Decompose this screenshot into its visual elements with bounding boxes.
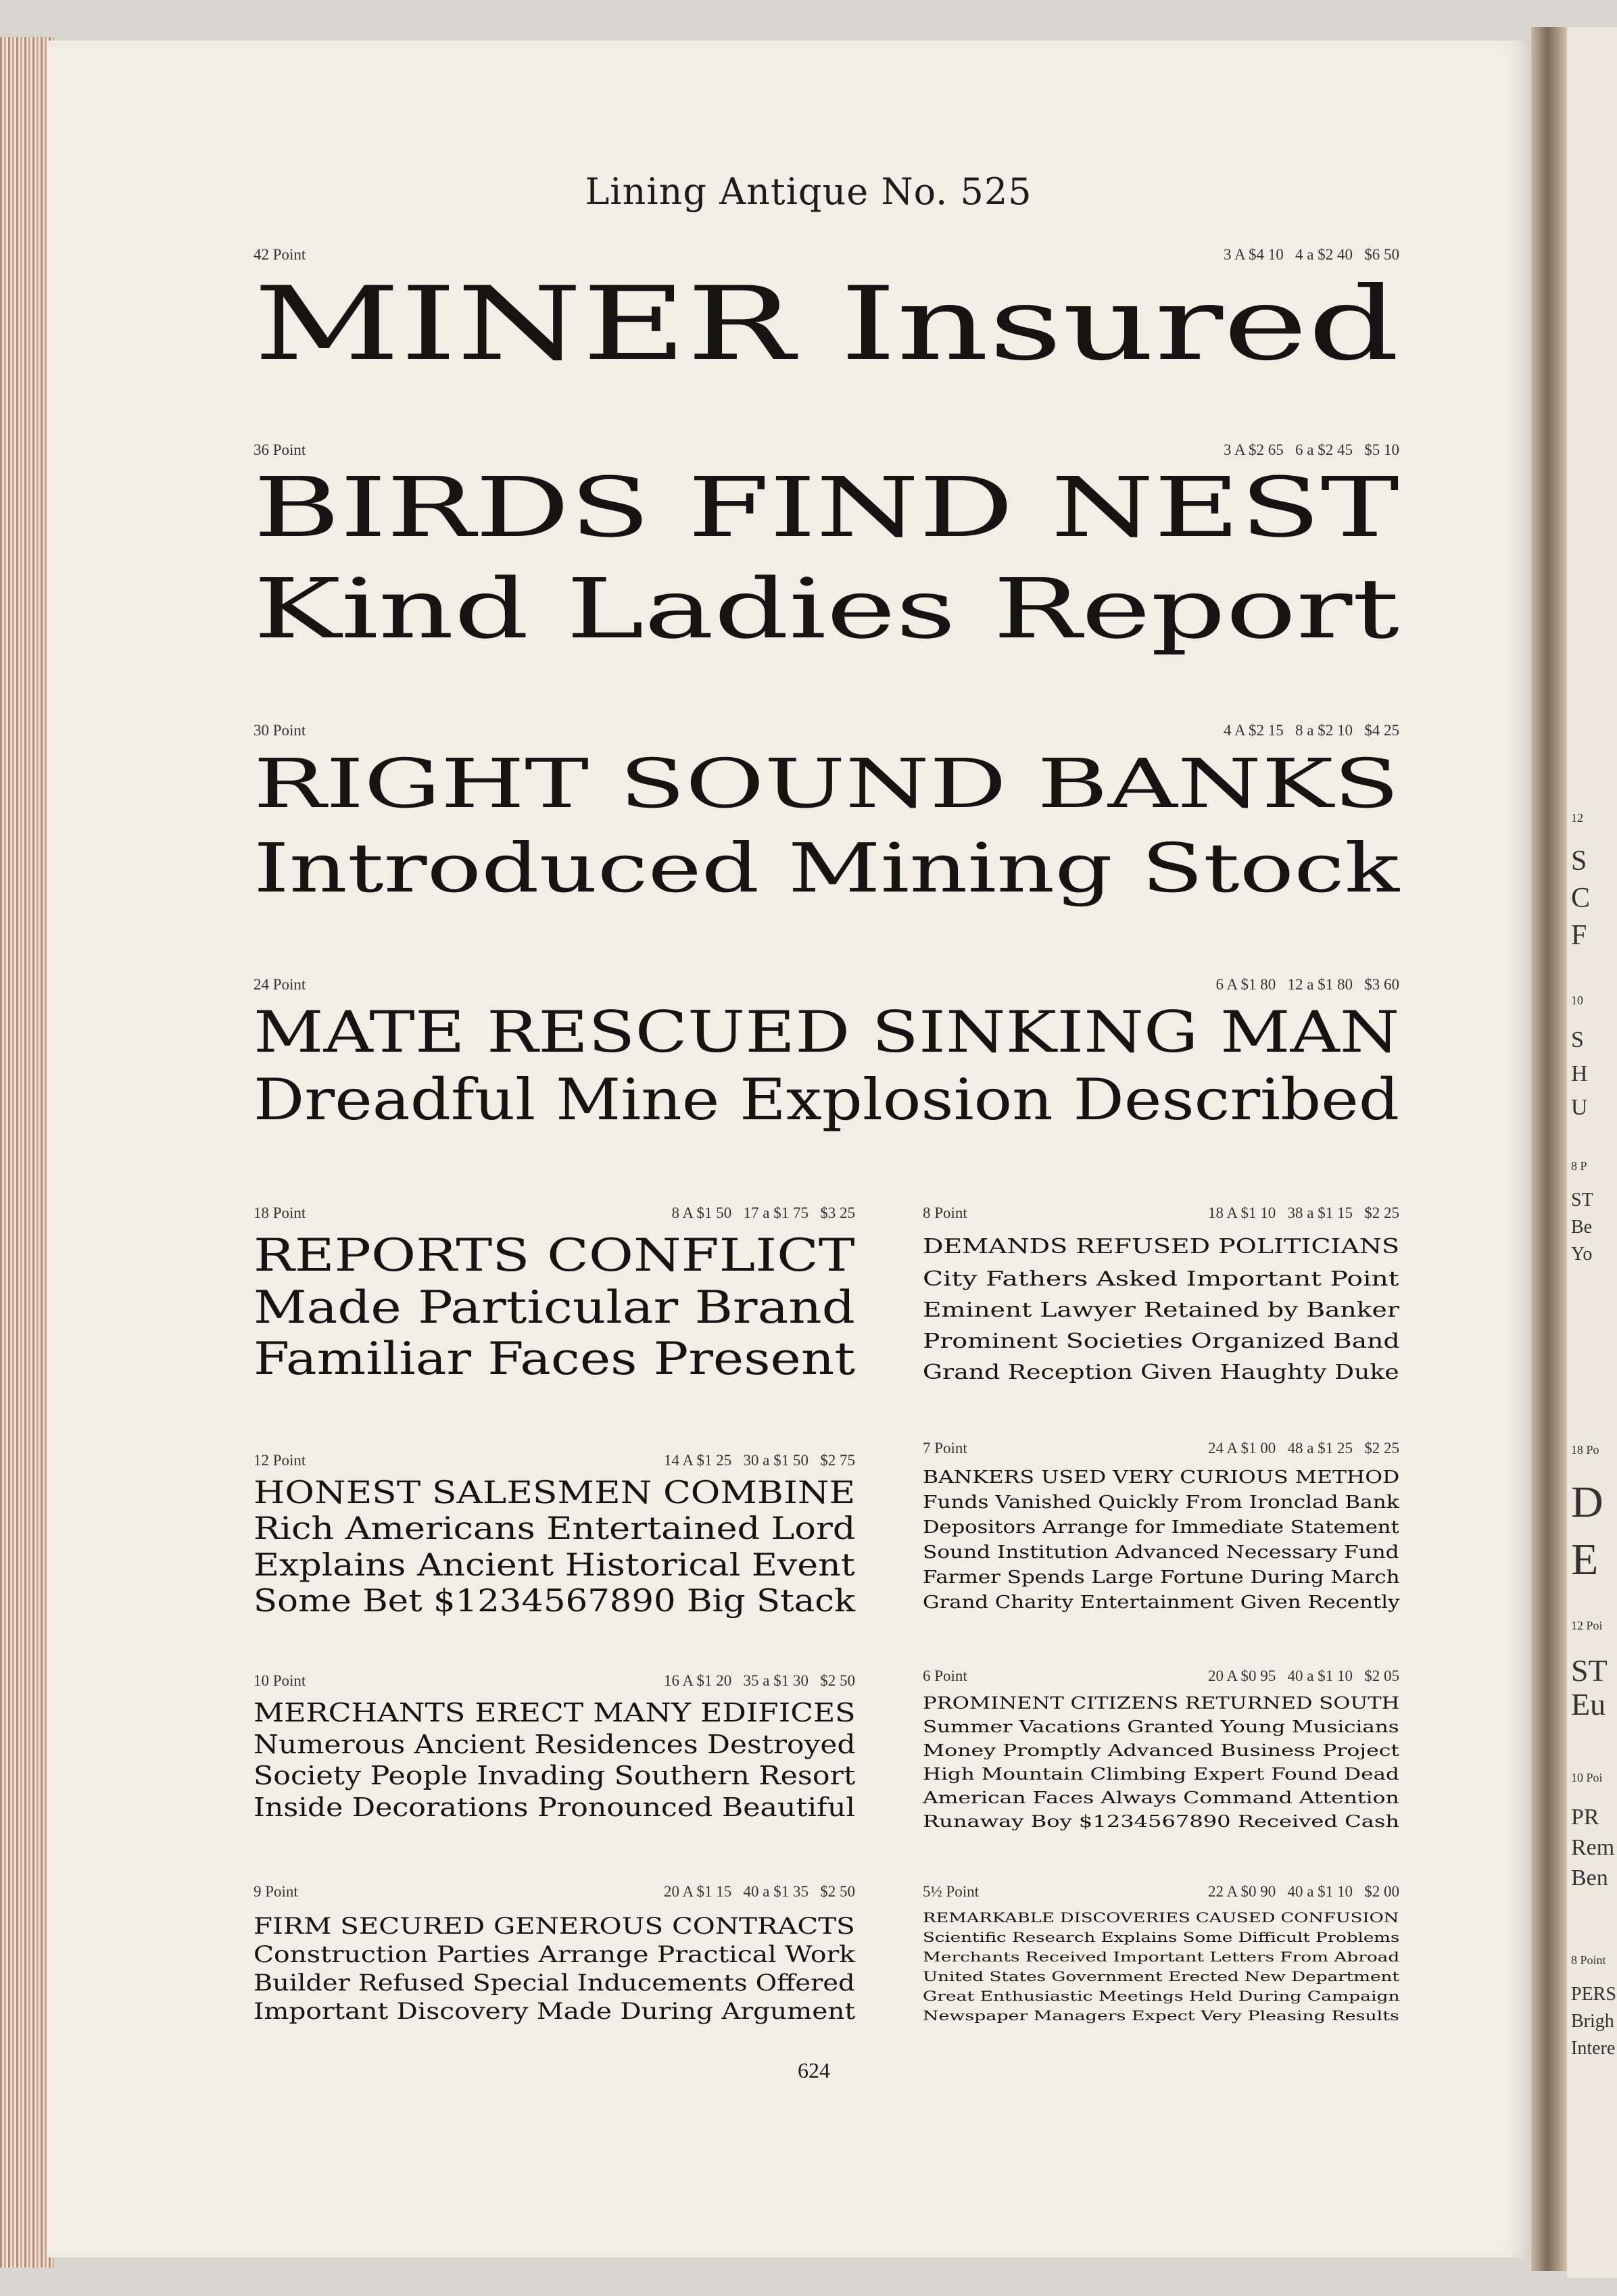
facing-page-text: PERS	[1571, 1984, 1616, 2005]
specimen-line: MINER Insured	[254, 266, 1400, 383]
size-label: 7 Point	[923, 1440, 967, 1457]
size-label: 30 Point	[254, 722, 306, 739]
specimen-line: REPORTS CONFLICT	[254, 1229, 855, 1281]
facing-page-text: 12 Poi	[1571, 1619, 1603, 1632]
specimen-line: MATE RESCUED SINKING MAN	[254, 999, 1400, 1065]
specimen-line: Rich Americans Entertained Lord	[254, 1510, 856, 1546]
price-label: 18 A $1 10 38 a $1 15 $2 25	[1207, 1204, 1399, 1221]
facing-page-text: 12	[1571, 811, 1583, 825]
size-label: 5½ Point	[923, 1883, 980, 1900]
facing-page-text: 8 Point	[1571, 1953, 1606, 1967]
specimen-line: Merchants Received Important Letters From Abroad	[923, 1949, 1400, 1965]
size-label: 8 Point	[923, 1204, 967, 1221]
specimen-line: Introduced Mining Stock	[254, 829, 1400, 908]
specimen-line: DEMANDS REFUSED POLITICIANS	[923, 1235, 1400, 1259]
price-label: 3 A $4 10 4 a $2 40 $6 50	[1223, 246, 1399, 263]
folio: 624	[798, 2058, 830, 2082]
specimen-line: Construction Parties Arrange Practical Work	[254, 1941, 856, 1968]
facing-page-text: Rem	[1571, 1835, 1615, 1860]
facing-page-text: 18 Po	[1571, 1443, 1599, 1457]
facing-page-text: Yo	[1571, 1244, 1593, 1265]
specimen-line: Summer Vacations Granted Young Musicians	[923, 1717, 1399, 1736]
facing-page-text: Ben	[1571, 1865, 1608, 1890]
facing-page-text: Eu	[1571, 1687, 1606, 1721]
facing-page-text: H	[1571, 1061, 1588, 1086]
specimen-line: Scientific Research Explains Some Difficult Problems	[923, 1929, 1400, 1945]
size-label: 12 Point	[254, 1452, 306, 1469]
specimen-line: Numerous Ancient Residences Destroyed	[254, 1730, 856, 1759]
size-label: 6 Point	[923, 1667, 967, 1684]
size-label: 9 Point	[254, 1883, 298, 1900]
size-label: 24 Point	[254, 976, 306, 993]
specimen-line: HONEST SALESMEN COMBINE	[254, 1474, 856, 1511]
specimen-line: FIRM SECURED GENEROUS CONTRACTS	[254, 1913, 855, 1940]
specimen-line: Eminent Lawyer Retained by Banker	[923, 1298, 1399, 1322]
specimen-line: Money Promptly Advanced Business Project	[923, 1741, 1400, 1760]
facing-page-text: 10 Poi	[1571, 1771, 1603, 1784]
facing-page-text: C	[1571, 883, 1591, 914]
specimen-line: Grand Charity Entertainment Given Recently	[923, 1592, 1400, 1613]
price-label: 3 A $2 65 6 a $2 45 $5 10	[1223, 441, 1399, 458]
specimen-line: City Fathers Asked Important Point	[923, 1267, 1399, 1291]
size-label: 36 Point	[254, 441, 306, 458]
price-label: 8 A $1 50 17 a $1 75 $3 25	[671, 1204, 855, 1221]
price-label: 22 A $0 90 40 a $1 10 $2 00	[1207, 1883, 1399, 1900]
facing-page-text: F	[1571, 920, 1587, 951]
facing-page-text: 10	[1571, 994, 1583, 1007]
price-label: 4 A $2 15 8 a $2 10 $4 25	[1223, 722, 1399, 739]
specimen-line: Funds Vanished Quickly From Ironclad Bank	[923, 1492, 1399, 1513]
facing-page-text: ST	[1571, 1190, 1593, 1211]
facing-page-text: E	[1571, 1535, 1599, 1584]
specimen-line: REMARKABLE DISCOVERIES CAUSED CONFUSION	[923, 1909, 1399, 1926]
specimen-line: MERCHANTS ERECT MANY EDIFICES	[254, 1698, 856, 1728]
facing-page-text: U	[1571, 1095, 1588, 1120]
specimen-line: Kind Ladies Report	[254, 561, 1400, 657]
price-label: 20 A $0 95 40 a $1 10 $2 05	[1207, 1667, 1399, 1684]
facing-page-text: Brigh	[1571, 2011, 1614, 2032]
facing-page-text: D	[1571, 1477, 1603, 1527]
specimen-line: Farmer Spends Large Fortune During March	[923, 1567, 1400, 1588]
price-label: 16 A $1 20 35 a $1 30 $2 50	[663, 1672, 855, 1689]
specimen-line: Builder Refused Special Inducements Offered	[254, 1970, 855, 1997]
facing-page-text: S	[1571, 1027, 1584, 1052]
facing-page-text: PR	[1571, 1805, 1599, 1830]
specimen-line: Runaway Boy $1234567890 Received Cash	[923, 1812, 1400, 1831]
specimen-line: United States Government Erected New Department	[923, 1968, 1399, 1984]
specimen-line: Grand Reception Given Haughty Duke	[923, 1361, 1399, 1384]
specimen-line: Great Enthusiastic Meetings Held During Campaign	[923, 1988, 1400, 2004]
specimen-line: High Mountain Climbing Expert Found Dead	[923, 1765, 1399, 1784]
specimen-line: BANKERS USED VERY CURIOUS METHOD	[923, 1467, 1400, 1488]
price-label: 24 A $1 00 48 a $1 25 $2 25	[1207, 1440, 1399, 1457]
specimen-line: American Faces Always Command Attention	[923, 1788, 1399, 1807]
facing-page-text: Be	[1571, 1217, 1593, 1238]
size-label: 42 Point	[254, 246, 306, 263]
facing-page-text: ST	[1571, 1653, 1608, 1688]
price-label: 20 A $1 15 40 a $1 35 $2 50	[663, 1883, 855, 1900]
specimen-line: Explains Ancient Historical Event	[254, 1546, 855, 1583]
specimen-line: PROMINENT CITIZENS RETURNED SOUTH	[923, 1694, 1400, 1713]
specimen-line: Important Discovery Made During Argument	[254, 1998, 856, 2025]
price-label: 6 A $1 80 12 a $1 80 $3 60	[1215, 976, 1399, 993]
specimen-line: Depositors Arrange for Immediate Statement	[923, 1517, 1399, 1538]
specimen-line: Some Bet $1234567890 Big Stack	[254, 1582, 856, 1619]
specimen-line: RIGHT SOUND BANKS	[254, 744, 1400, 823]
facing-page-text: S	[1571, 846, 1587, 877]
specimen-line: Familiar Faces Present	[254, 1333, 855, 1385]
page-title: Lining Antique No. 525	[585, 170, 1032, 213]
specimen-line: Society People Invading Southern Resort	[254, 1761, 856, 1790]
specimen-line: Inside Decorations Pronounced Beautiful	[254, 1792, 856, 1822]
size-label: 18 Point	[254, 1204, 306, 1221]
specimen-line: BIRDS FIND NEST	[254, 460, 1399, 556]
specimen-line: Sound Institution Advanced Necessary Fund	[923, 1542, 1399, 1563]
specimen-line: Newspaper Managers Expect Very Pleasing Results	[923, 2007, 1399, 2024]
size-label: 10 Point	[254, 1672, 306, 1689]
facing-page-text: Intere	[1571, 2038, 1616, 2059]
specimen-line: Dreadful Mine Explosion Described	[254, 1067, 1399, 1133]
specimen-line: Made Particular Brand	[254, 1281, 855, 1334]
price-label: 14 A $1 25 30 a $1 50 $2 75	[663, 1452, 855, 1469]
facing-page-text: 8 P	[1571, 1159, 1587, 1173]
specimen-line: Prominent Societies Organized Band	[923, 1329, 1400, 1353]
